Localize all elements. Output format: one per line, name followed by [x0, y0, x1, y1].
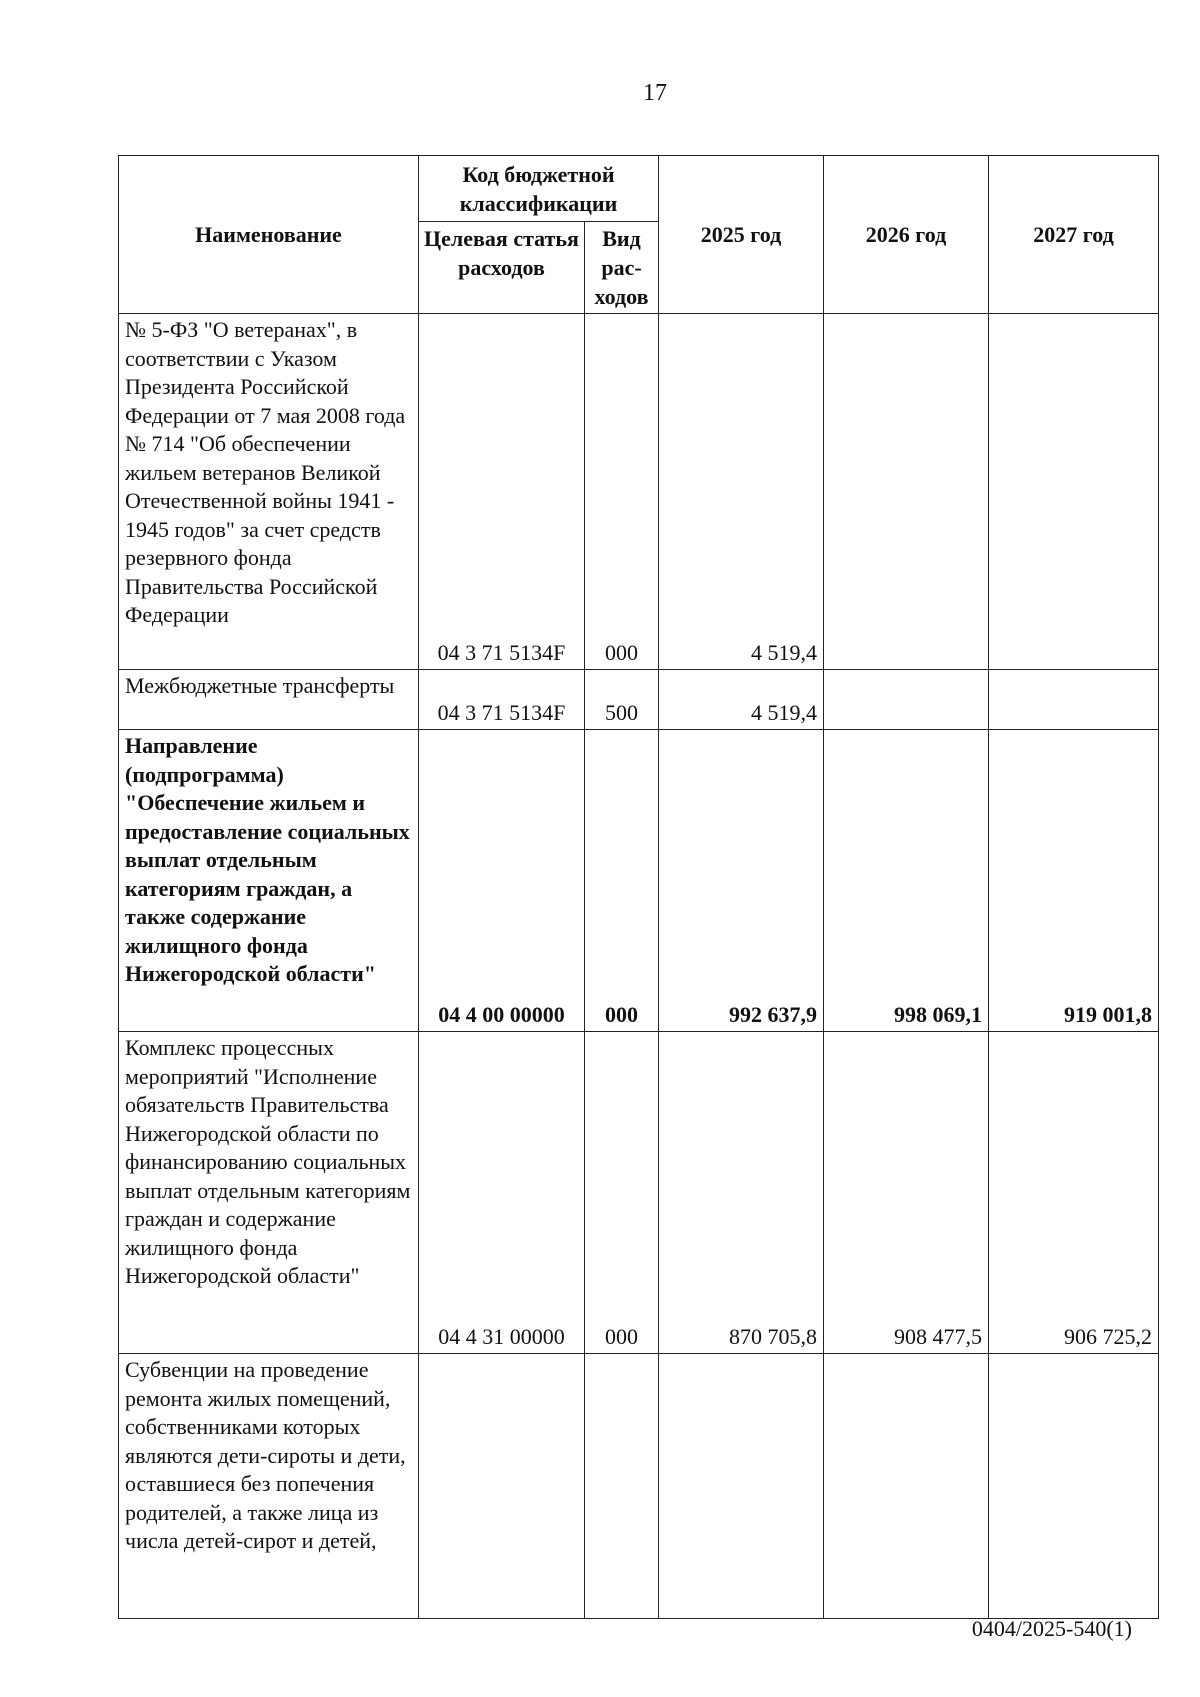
row-2026: [824, 1354, 989, 1619]
row-2025: 4 519,4: [659, 670, 824, 730]
table-row: [119, 1032, 1159, 1354]
row-name: Субвенции на проведение ремонта жилых помещений, собственниками которых являются дети-сироты и дети, оставшиеся без попечения родителей, а также лица из числа детей-сирот и детей,: [119, 1354, 419, 1619]
page-number: 17: [643, 80, 667, 106]
row-name: Межбюджетные трансферты: [119, 670, 419, 730]
row-type: [585, 1354, 659, 1619]
row-2025: 992 637,9: [659, 730, 824, 1032]
row-2026: 998 069,1: [824, 730, 989, 1032]
row-2025: 4 519,4: [659, 314, 824, 670]
header-2027: 2027 год: [989, 156, 1159, 314]
row-2026: [824, 314, 989, 670]
row-2026: [824, 670, 989, 730]
header-2025: 2025 год: [659, 156, 824, 314]
header-expense-type: Вид рас-ходов: [585, 222, 659, 314]
row-2027: 919 001,8: [989, 730, 1159, 1032]
table-row: [119, 670, 1159, 730]
row-2027: [989, 670, 1159, 730]
row-2026: 908 477,5: [824, 1032, 989, 1354]
table-row: [119, 1354, 1159, 1619]
row-2027: 906 725,2: [989, 1032, 1159, 1354]
row-2027: [989, 314, 1159, 670]
row-type: 000: [585, 1032, 659, 1354]
table-row: [119, 314, 1159, 670]
row-code: 04 3 71 5134F: [419, 314, 585, 670]
document-id: 0404/2025-540(1): [971, 1616, 1132, 1641]
header-2026: 2026 год: [824, 156, 989, 314]
row-type: 500: [585, 670, 659, 730]
header-name: Наименование: [119, 156, 419, 314]
row-type: 000: [585, 730, 659, 1032]
row-code: 04 4 31 00000: [419, 1032, 585, 1354]
row-code: 04 4 00 00000: [419, 730, 585, 1032]
row-2027: [989, 1354, 1159, 1619]
row-2025: 870 705,8: [659, 1032, 824, 1354]
table-row: [119, 730, 1159, 1032]
row-name: № 5-ФЗ "О ветеранах", в соответствии с Указом Президента Российской Федерации от 7 мая 2008 года № 714 "Об обеспечении жильем ветеранов Великой Отечественной войны 1941 - 1945 годов" за счет средств резервного фонда Правительства Российской Федерации: [119, 314, 419, 670]
row-code: [419, 1354, 585, 1619]
row-type: 000: [585, 314, 659, 670]
row-name: Комплекс процессных мероприятий "Исполнение обязательств Правительства Нижегородской области по финансированию социальных выплат отдельным категориям граждан и содержание жилищного фонда Нижегородской области": [119, 1032, 419, 1354]
row-2025: [659, 1354, 824, 1619]
budget-table: [118, 155, 1159, 1619]
header-bcc-group: Код бюджетной классификации: [419, 156, 659, 222]
header-target-article: Целевая статья расходов: [419, 222, 585, 314]
row-code: 04 3 71 5134F: [419, 670, 585, 730]
row-name: Направление (подпрограмма) "Обеспечение жильем и предоставление социальных выплат отдельным категориям граждан, а также содержание жилищного фонда Нижегородской области": [119, 730, 419, 1032]
